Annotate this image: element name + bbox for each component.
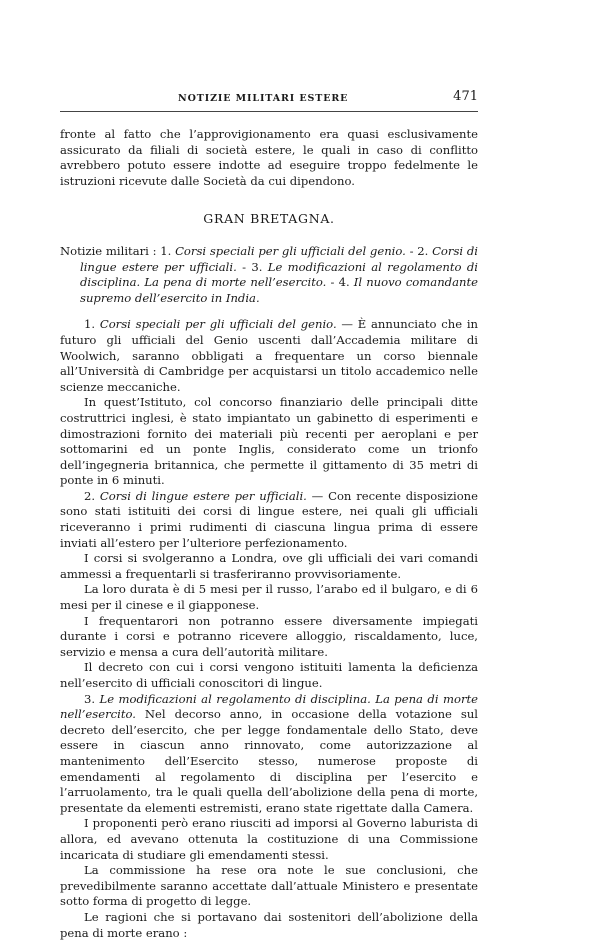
paragraph-8 [60,692,478,817]
header-rule [60,111,478,112]
p8-title: Le modificazioni al regolamento di disciplina. La pena di morte nell’esercito. [60,691,479,722]
p8-lead: 3. [84,691,100,706]
notizie-item-1: Corsi speciali per gli ufficiali del genio. [175,243,406,258]
p3-text: — Con recente disposizione sono stati istituiti dei corsi di lingue estere, nei quali gli ufficiali riceveranno i primi rudimenti di ciascuna lingua prima di essere inviati all’estero per l’ulteriore perfezionamento. [60,488,479,550]
paragraph-4: I corsi si svolgeranno a Londra, ove gli ufficiali dei vari comandi ammessi a frequentarli si trasferiranno provvisoriamente. [60,551,478,581]
paragraph-6: I frequentarori non potranno essere diversamente impiegati durante i corsi e potranno ricevere alloggio, riscaldamento, luce, servizio e mensa a cura dell’autorità militare. [60,613,478,659]
p8-text: Nel decorso anno, in occasione della votazione sul decreto dell’esercito, che per legge fondamentale dello Stato, deve essere in ciascun anno rinnovato, come autorizzazione al mantenimento dell’Esercito stesso, numerose proposte di emendamenti al regolamento di disciplina per l’esercito e l’arruolamento, tra le quali quella dell’abolizione della pena di morte, presentate da elementi estremisti, erano state rigettate dalla Camera. [60,707,478,815]
page-number: 471 [453,89,478,104]
notizie-item-2: Corsi di lingue estere per ufficiali. [80,243,478,274]
p1-lead: 1. [84,317,100,332]
notizie-lead: Notizie militari : 1. [60,243,172,258]
notizie-sep-4: - 4. [326,275,354,290]
p3-title: Corsi di lingue estere per ufficiali. [99,488,307,503]
paragraph-7: Il decreto con cui i corsi vengono istituiti lamenta la deficienza nell’esercito di ufficiali conoscitori di lingue. [60,660,478,690]
paragraph-10: La commissione ha rese ora note le sue conclusioni, che prevedibilmente saranno accettate dall’attuale Ministero e presentate sotto forma di progetto di legge. [60,863,478,909]
intro-paragraph: fronte al fatto che l’approvigionamento era quasi esclusivamente assicurato da filiali di società estere, le quali in caso di conflitto avrebbero potuto essere indotte ad eseguire troppo fedelmente le istruzioni ricevute dalle Società da cui dipendono. [60,127,478,188]
paragraph-11: Le ragioni che si portavano dai sostenitori dell’abolizione della pena di morte erano : [60,909,478,940]
p1-text: — È annunciato che in futuro gli ufficiali del Genio uscenti dall’Accademia militare di Woolwich, saranno obbligati a frequentare un corso biennale all’Università di Cambridge per acquistarsi un titolo accademico nelle scienze meccaniche. [60,317,479,394]
page-body [60,127,478,941]
notizie-item-4: Il nuovo comandante supremo dell’esercito in India. [80,275,478,305]
p3-lead: 2. [84,488,100,503]
paragraph-3 [60,489,478,551]
notizie-item-3: Le modificazioni al regolamento di disciplina. La pena di morte nell’esercito. [80,259,478,290]
notizie-sep-3: - 3. [236,259,268,274]
running-title: NOTIZIE MILITARI ESTERE [178,93,349,104]
paragraph-9: I proponenti però erano riusciti ad imporsi al Governo laburista di allora, ed avevano ottenuta la costituzione di una Commissione incaricata di studiare gli emendamenti stessi. [60,816,478,862]
section-title: GRAN BRETAGNA. [203,211,335,227]
paragraph-5: La loro durata è di 5 mesi per il russo, l’arabo ed il bulgaro, e di 6 mesi per il cinese e il giapponese. [60,582,478,613]
paragraph-1 [60,317,478,395]
page-header [60,89,478,105]
notizie-sep-2: - 2. [405,243,433,258]
p1-title: Corsi speciali per gli ufficiali del genio. [99,317,337,332]
paragraph-2: In quest’Istituto, col concorso finanziario delle principali ditte costruttrici inglesi, è stato impiantato un gabinetto di esperimenti e dimostrazioni fornito dei materiali più recenti per aeroplani e per sottomarini ed un ponte Inglis, considerato come un trionfo dell’ingegneria britannica, che permette il gittamento di 35 metri di ponte in 6 minuti. [60,395,478,488]
notizie-summary [60,244,478,306]
